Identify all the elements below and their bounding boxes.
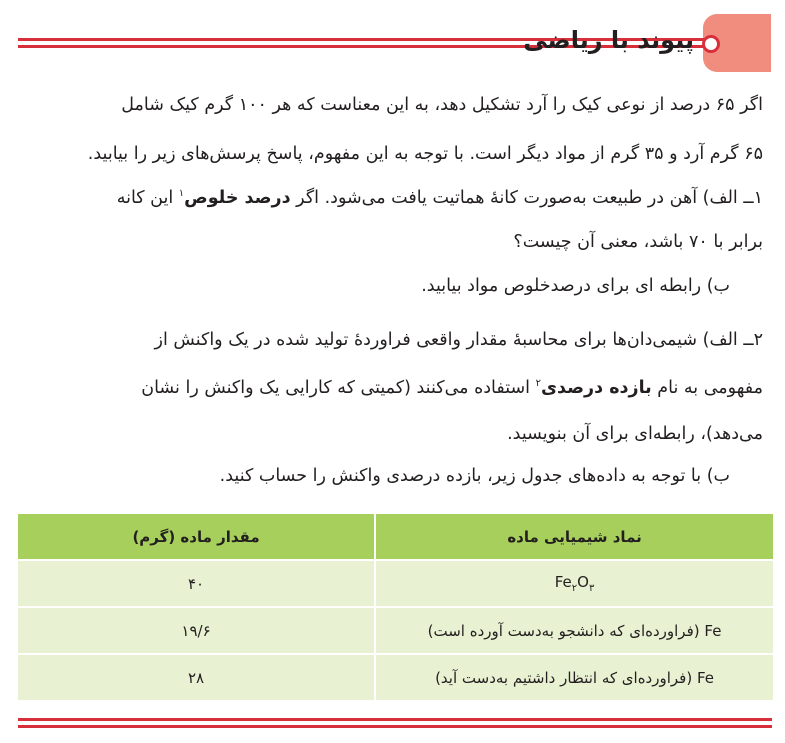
data-table [16, 514, 773, 700]
footnote-1-marker: ۱ [178, 188, 185, 200]
formula-fe: Fe [704, 621, 722, 640]
question-2a-line-1: ۲ــ الف) شیمی‌دان‌ها برای محاسبهٔ مقدار واقعی فراوردهٔ تولید شده در یک واکنش از [154, 330, 763, 350]
intro-line-2: ۶۵ گرم آرد و ۳۵ گرم از مواد دیگر است. با توجه به این مفهوم، پاسخ پرسش‌های زیر را بیابید. [87, 144, 763, 164]
symbol-note: (فراورده‌ای که انتظار داشتیم به‌دست آید) [435, 668, 693, 687]
table-header-symbol: نماد شیمیایی ماده [375, 514, 773, 560]
formula-fe: Fe [696, 668, 715, 687]
table-row [17, 607, 773, 654]
term-purity-percent: درصد خلوص [184, 188, 291, 208]
table-header-row [17, 514, 773, 560]
table-cell-amount: ۲۸ [17, 654, 375, 700]
formula-part: O [577, 573, 589, 591]
question-1a-line-1 [117, 188, 763, 208]
table-cell-amount: ۴۰ [17, 560, 375, 607]
formula-subscript: ۳ [588, 583, 595, 594]
term-percent-yield: بازده درصدی [540, 378, 652, 398]
formula-part: Fe [554, 573, 572, 591]
table-row [17, 560, 773, 607]
section-title: پیوند با ریاضی [523, 26, 694, 54]
question-2a-line-3: می‌دهد)، رابطه‌ای برای آن بنویسید. [507, 424, 763, 444]
question-1a-text-post: این کانه [116, 188, 179, 208]
question-2a-text-pre: مفهومی به نام [651, 378, 763, 398]
footer-divider-bottom [18, 725, 772, 728]
question-2a-text-post: استفاده می‌کنند (کمیتی که کارایی یک واکنش را نشان [141, 378, 536, 398]
intro-line-1: اگر ۶۵ درصد از نوعی کیک را آرد تشکیل دهد، به این معناست که هر ۱۰۰ گرم کیک شامل [121, 95, 763, 115]
bullet-circle-icon [702, 35, 720, 53]
footer-divider-top [18, 718, 772, 721]
table-cell-amount: ۱۹/۶ [17, 607, 375, 654]
formula-fe2o3 [554, 573, 595, 594]
footnote-2-marker: ۲ [535, 378, 541, 390]
question-1b: ب) رابطه ای برای درصدخلوص مواد بیابید. [421, 276, 730, 296]
question-2a-line-2 [141, 378, 763, 398]
question-1a-line-2: برابر با ۷۰ باشد، معنی آن چیست؟ [513, 232, 763, 252]
table-row [17, 654, 773, 700]
table-cell-symbol [375, 607, 773, 654]
question-1a-text-pre: ۱ــ الف) آهن در طبیعت به‌صورت کانهٔ هماتیت یافت می‌شود. اگر [290, 188, 763, 208]
symbol-note: (فراورده‌ای که دانشجو به‌دست آورده است) [427, 621, 700, 640]
table-header-amount: مقدار ماده (گرم) [17, 514, 375, 560]
table-cell-symbol [375, 560, 773, 607]
table-cell-symbol [375, 654, 773, 700]
question-2b: ب) با توجه به داده‌های جدول زیر، بازده درصدی واکنش را حساب کنید. [219, 466, 730, 486]
formula-subscript: ۲ [571, 583, 578, 594]
